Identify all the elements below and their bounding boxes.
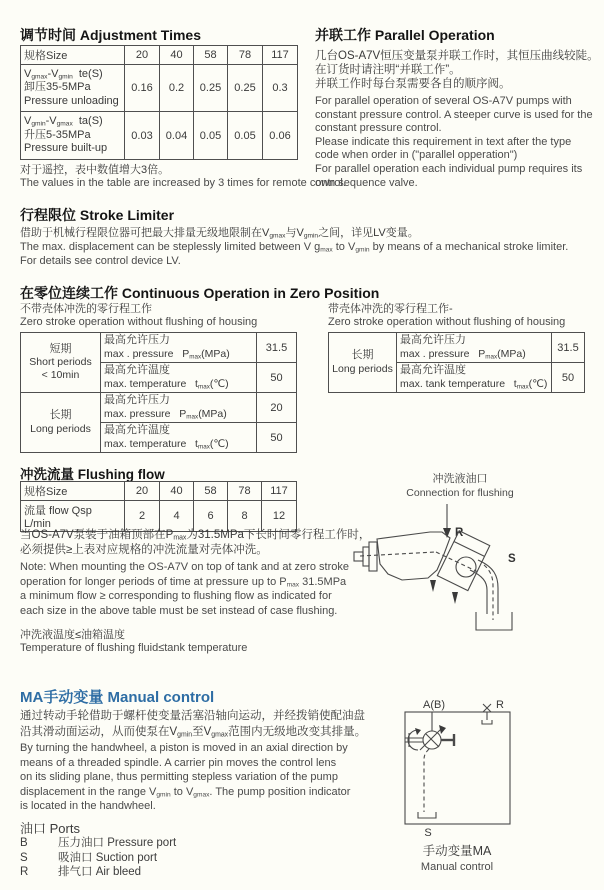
value-cell: 0.16: [125, 65, 160, 112]
desc-line-zh: 最高允许温度: [400, 364, 466, 377]
row-label-cell: 流量 flow Qsp L/min: [21, 501, 125, 532]
zero-right-subtitle-zh: 带壳体冲洗的零行程工作-: [328, 303, 453, 315]
table-row-flow: [21, 501, 297, 532]
desc-line-en: max. temperature $t_{max}(℃)$: [104, 377, 229, 391]
text-line: operation for longer periods of time at pressure up to $P_{max}$ 31.5MPa: [20, 575, 347, 589]
label-line-en: Short periods: [29, 356, 92, 369]
value-cell: 0.03: [125, 112, 160, 160]
adjustment-times-table: [20, 45, 298, 160]
value-cell: 0.2: [160, 65, 194, 112]
text-line: Note: When mounting the OS-A7V on top of tank and at zero stroke: [20, 561, 349, 573]
text-line: The max. displacement can be steplessly limited between V $g_{max}$ to $V_{gmin}$ by means of a mechanical stroke limiter.: [20, 241, 569, 254]
flushing-connection-diagram: [340, 468, 604, 648]
value-cell: 0.3: [263, 65, 298, 112]
label-line-en: Pressure unloading: [24, 94, 119, 107]
port-r-label: R: [455, 527, 464, 539]
flushing-label-en: Connection for flushing: [406, 487, 514, 499]
value-cell: 0.25: [228, 65, 263, 112]
section-title-adjustment-times: 调节时间 Adjustment Times: [20, 27, 201, 43]
header-cell: 58: [194, 46, 228, 65]
text-line: For parallel operation each individual pump requires its: [315, 162, 583, 175]
value-cell: 6: [194, 501, 228, 532]
desc-line-zh: 最高允许压力: [400, 334, 466, 347]
flushing-flow-table: [20, 481, 297, 532]
label-line-zh: 卸压35-5MPa: [24, 81, 91, 94]
text-line: each size in the above table must be set instead of case flushing.: [20, 604, 338, 617]
header-cell: 117: [263, 46, 298, 65]
header-cell: 20: [125, 482, 160, 501]
text-line: 通过转动手轮借助于螺杆使变量活塞沿轴向运动，并经拨销使配油盘: [20, 710, 365, 722]
stroke-zh-line: 借助于机械行程限位器可把最大排量无级地限制在$V_{gmax}$与$V_{gmin}$之间，详见LV变量。: [20, 227, 419, 240]
text-line: Please indicate this requirement in text after the type: [315, 135, 572, 148]
desc-cell: [101, 333, 257, 363]
row-label-cell: [21, 65, 125, 112]
desc-cell: [101, 363, 257, 393]
zero-right-subtitle-en: Zero stroke operation without flushing of housing: [328, 316, 566, 328]
value-cell: 12: [262, 501, 297, 532]
zero-left-subtitle-zh: 不带壳体冲洗的零行程工作: [20, 303, 152, 315]
port-row-s: [20, 851, 176, 866]
text-line: is located in the handwheel.: [20, 800, 156, 813]
parallel-zh-paragraph: [315, 49, 599, 92]
desc-cell: [397, 363, 552, 393]
group-label-cell: [21, 393, 101, 453]
header-cell: 78: [228, 46, 263, 65]
port-r-label: R: [496, 699, 504, 711]
section-title-flushing-flow: 冲洗流量 Flushing flow: [20, 467, 165, 482]
text-line: 沿其滑动面运动，从而使泵在$V_{gmin}$至$V_{gmax}$范围内无级地改变其排量。: [20, 725, 367, 739]
text-line: 必须提供≥上表对应规格的冲洗流量对壳体冲洗。: [20, 544, 268, 556]
desc-line-zh: 最高允许压力: [104, 334, 170, 347]
zero-stroke-right-table: [328, 332, 585, 393]
zero-stroke-left-table: [20, 332, 297, 453]
value-cell: 50: [257, 363, 297, 393]
port-row-r: [20, 865, 176, 880]
text-line: means of a threaded spindle. A carrier pin moves the control lens: [20, 756, 337, 769]
section-title-zero-position: 在零位连续工作 Continuous Operation in Zero Position: [20, 285, 380, 301]
port-code: R: [20, 866, 29, 878]
port-desc: 压力油口 Pressure port: [58, 837, 177, 849]
label-line-zh: 长期: [351, 349, 374, 362]
value-cell: 4: [160, 501, 194, 532]
circuit-caption-zh: 手动变量MA: [422, 844, 492, 858]
table-row: [21, 393, 297, 423]
value-cell: 0.05: [228, 112, 263, 160]
desc-line-en: max . pressure $P_{max}(MPa)$: [104, 347, 230, 361]
remote-note-en: The values in the table are increased by 3 times for remote control.: [20, 177, 346, 189]
text-line: constant pressure control. A steeper curve is used for the: [315, 108, 593, 121]
flushing-note-en: [20, 560, 349, 618]
label-line-zh: 短期: [49, 342, 72, 355]
circuit-frame: [405, 712, 510, 824]
ma-zh-paragraph: [20, 709, 366, 740]
value-cell: 2: [125, 501, 160, 532]
row-label-cell: [21, 112, 125, 160]
flushing-pump-drawing: [354, 531, 512, 630]
label-line-en: Long periods: [332, 362, 393, 375]
port-s-label: S: [424, 827, 432, 839]
header-cell-size: 规格Size: [21, 482, 125, 501]
text-line: 当OS-A7V泵装于油箱顶部在$P_{max}$为31.5MPa下长时间零行程工作时，: [20, 529, 371, 542]
section-title-parallel-operation: 并联工作 Parallel Operation: [315, 27, 495, 43]
ma-en-paragraph: [20, 741, 350, 814]
label-line-formula: $V_{gmax}-V_{gmin}$ te(S): [24, 67, 103, 81]
circuit-caption-en: Manual control: [420, 861, 494, 873]
value-cell: 0.06: [263, 112, 298, 160]
pump-symbol: [405, 712, 454, 818]
label-line-en: Pressure built-up: [24, 142, 108, 155]
label-line-en: Long periods: [30, 422, 91, 435]
table-header-row: [21, 482, 297, 501]
label-line-zh: 长期: [49, 409, 72, 422]
value-cell: 50: [552, 363, 585, 393]
label-line-zh: 升压5-35MPa: [24, 128, 91, 141]
value-cell: 0.05: [194, 112, 228, 160]
desc-line-en: max. tank temperature $t_{max}(℃)$: [400, 377, 548, 391]
port-desc: 吸油口 Suction port: [58, 851, 158, 864]
value-cell: 8: [228, 501, 262, 532]
table-header-row: [21, 46, 298, 65]
text-line: 几台OS-A7V恒压变量泵并联工作时，其恒压曲线较陡。: [315, 50, 599, 62]
text-line: displacement in the range $V_{gmin}$ to $V_{gmax}$. The pump position indicator: [20, 785, 351, 799]
header-cell-size: 规格Size: [21, 46, 125, 65]
port-ab-label: A(B): [423, 699, 445, 711]
port-code: B: [20, 837, 28, 849]
remote-note-zh: 对于遥控，表中数值增大3倍。: [20, 164, 170, 176]
desc-line-en: max . pressure $P_{max}(MPa)$: [400, 347, 526, 361]
port-s-label: S: [508, 553, 516, 565]
flushing-label-zh: 冲洗液油口: [432, 473, 488, 485]
text-line: 在订货时请注明“并联工作”。: [315, 64, 461, 77]
header-cell: 40: [160, 482, 194, 501]
section-title-stroke-limiter: 行程限位 Stroke Limiter: [20, 207, 175, 223]
value-cell: 0.04: [160, 112, 194, 160]
table-row: [21, 333, 297, 363]
air-bleed-symbol: [482, 704, 492, 724]
value-cell: 50: [257, 423, 297, 453]
value-cell: 20: [257, 393, 297, 423]
desc-cell: [101, 423, 257, 453]
flushing-temp-note-zh: 冲洗液温度≤油箱温度: [20, 629, 126, 641]
table-row: [329, 333, 585, 363]
flushing-note-zh: [20, 528, 370, 558]
desc-line-zh: 最高允许温度: [104, 364, 170, 377]
text-line: on its sliding plane, thus permitting stepless variation of the pump: [20, 771, 338, 784]
desc-cell: [397, 333, 552, 363]
desc-line-en: max. pressure $P_{max}(MPa)$: [104, 407, 227, 421]
flushing-temp-note-en: Temperature of flushing fluid≤tank temperature: [20, 642, 248, 654]
value-cell: 0.25: [194, 65, 228, 112]
text-line: By turning the handwheel, a piston is moved in an axial direction by: [20, 742, 348, 754]
text-line: a minimum flow ≥ corresponding to flushing flow as indicated for: [20, 590, 332, 602]
table-row-unloading: [21, 65, 298, 112]
desc-line-zh: 最高允许温度: [104, 424, 170, 437]
table-row-builtup: [21, 112, 298, 160]
manual-control-circuit-diagram: [373, 695, 573, 880]
header-cell: 117: [262, 482, 297, 501]
text-line: own sequence valve.: [315, 176, 418, 189]
text-line: constant pressure control.: [315, 122, 442, 135]
value-cell: 31.5: [257, 333, 297, 363]
value-cell: 31.5: [552, 333, 585, 363]
text-line: code when order in ("parallel opperation"): [315, 149, 518, 162]
header-cell: 58: [194, 482, 228, 501]
ports-heading: 油口 Ports: [20, 821, 80, 836]
label-line-duration: < 10min: [41, 369, 80, 382]
label-line-formula: $V_{gmin}-V_{gmax}$ ta(S): [24, 115, 103, 128]
parallel-en-paragraph: [315, 95, 593, 190]
section-title-manual-control: MA手动变量 Manual control: [20, 689, 215, 706]
desc-cell: [101, 393, 257, 423]
desc-line-en: max. temperature $t_{max}(℃)$: [104, 437, 229, 451]
port-row-b: [20, 836, 176, 851]
header-cell: 78: [228, 482, 262, 501]
port-desc: 排气口 Air bleed: [58, 866, 142, 878]
group-label-cell: [329, 333, 397, 393]
header-cell: 20: [125, 46, 160, 65]
text-line: For details see control device LV.: [20, 254, 181, 267]
desc-line-zh: 最高允许压力: [104, 394, 170, 407]
text-line: 并联工作时每台泵需要各自的顺序阀。: [315, 78, 511, 91]
text-line: For parallel operation of several OS-A7V pumps with: [315, 95, 572, 107]
ports-list: [20, 836, 176, 880]
header-cell: 40: [160, 46, 194, 65]
stroke-en-paragraph: [20, 241, 568, 268]
zero-left-subtitle-en: Zero stroke operation without flushing of housing: [20, 316, 258, 328]
port-code: S: [20, 851, 28, 864]
group-label-cell: [21, 333, 101, 393]
